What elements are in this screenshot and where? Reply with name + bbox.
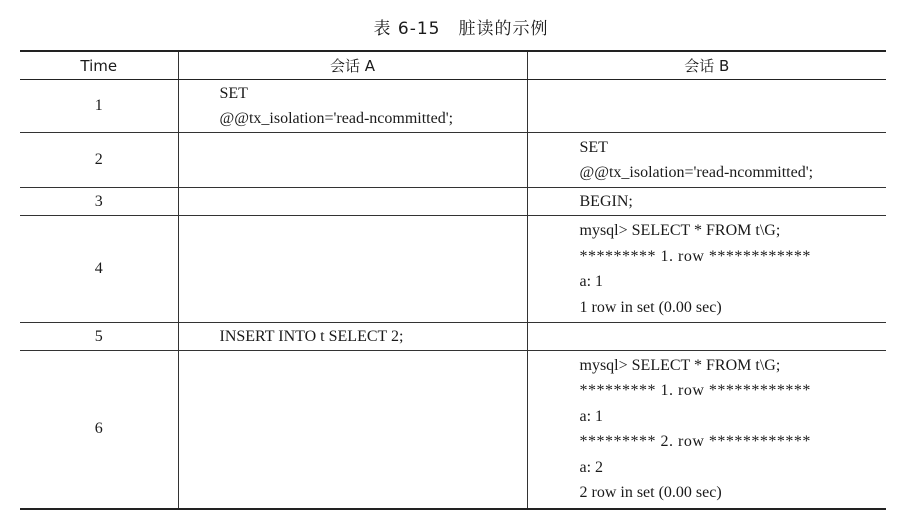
table-row <box>20 216 886 323</box>
table-caption: 表 6-15 脏读的示例 <box>373 19 549 39</box>
code-line: @@tx_isolation='read-ncommitted'; <box>579 164 814 181</box>
session-b-cell <box>527 80 886 133</box>
session-b-cell <box>527 323 886 351</box>
table-row <box>20 133 886 188</box>
session-a-cell <box>178 323 527 351</box>
code-line: BEGIN; <box>579 192 633 210</box>
code-line: a: 1 <box>579 407 604 425</box>
time-cell: 6 <box>20 351 178 509</box>
header-row <box>20 51 886 80</box>
session-a-cell <box>178 133 527 188</box>
session-b-cell <box>527 133 886 188</box>
code-line: mysql> SELECT * FROM t\G; <box>579 222 781 239</box>
code-line: ********* 1. row ************ <box>579 382 811 400</box>
time-cell: 4 <box>20 216 178 323</box>
code-line: 2 row in set (0.00 sec) <box>579 484 722 502</box>
code-line: a: 2 <box>579 458 604 476</box>
table-row <box>20 351 886 509</box>
session-a-cell <box>178 351 527 509</box>
time-cell: 2 <box>20 133 178 188</box>
session-a-cell <box>178 80 527 133</box>
time-cell: 3 <box>20 188 178 216</box>
table-row <box>20 80 886 133</box>
table-row <box>20 188 886 216</box>
code-line: a: 1 <box>579 273 604 290</box>
session-a-cell <box>178 188 527 216</box>
code-line: 1 row in set (0.00 sec) <box>579 298 722 316</box>
session-b-cell <box>527 216 886 323</box>
time-cell: 5 <box>20 323 178 351</box>
code-line: ********* 1. row ************ <box>579 247 811 265</box>
header-session-a: 会话 A <box>178 51 527 80</box>
session-b-cell <box>527 351 886 509</box>
code-line: ********* 2. row ************ <box>579 433 811 451</box>
header-session-b: 会话 B <box>527 51 886 80</box>
dirty-read-table <box>20 50 886 510</box>
session-b-cell <box>527 188 886 216</box>
code-line: INSERT INTO t SELECT 2; <box>219 327 404 345</box>
table-row <box>20 323 886 351</box>
code-line: mysql> SELECT * FROM t\G; <box>579 356 781 374</box>
code-line: SET <box>219 84 248 102</box>
code-line: @@tx_isolation='read-ncommitted'; <box>219 110 454 127</box>
code-line: SET <box>579 138 608 156</box>
header-time: Time <box>20 51 178 80</box>
session-a-cell <box>178 216 527 323</box>
time-cell: 1 <box>20 80 178 133</box>
